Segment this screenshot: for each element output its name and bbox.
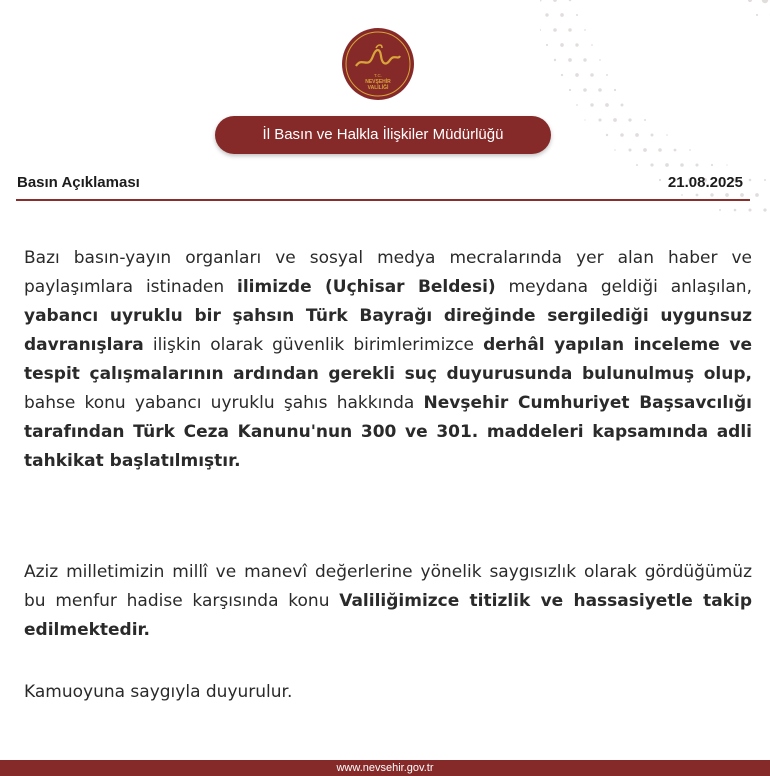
paragraph-2: Aziz milletimizin millî ve manevî değerlerine yönelik saygısızlık olarak gördüğümüz bu menfur hadise karşısında konu Valiliğimizce titizlik ve hassasiyetle takip edilmektedir. (24, 562, 752, 640)
nevsehir-valiligi-logo (340, 26, 416, 102)
footer-website: www.nevsehir.gov.tr (0, 760, 770, 776)
closing-statement: Kamuoyuna saygıyla duyurulur. (24, 682, 293, 702)
svg-text:T.C.: T.C. (373, 73, 383, 78)
header-divider (16, 199, 750, 201)
svg-text:VALİLİĞİ: VALİLİĞİ (367, 85, 389, 91)
document-type-label: Basın Açıklaması (17, 174, 140, 191)
department-banner: İl Basın ve Halkla İlişkiler Müdürlüğü (215, 116, 551, 154)
press-release-date: 21.08.2025 (667, 174, 743, 191)
paragraph-1: Bazı basın-yayın organları ve sosyal medya mecralarında yer alan haber ve paylaşımlara istinaden ilimizde (Uçhisar Beldesi) meydana geldiği anlaşılan, yabancı uyruklu bir şahsın Türk Bayrağı direğinde sergilediği uygunsuz davranışlara ilişkin olarak güvenlik birimlerimizce derhâl yapılan inceleme ve tespit çalışmalarının ardından gerekli suç duyurusunda bulunulmuş olup, bahse konu yabancı uyruklu şahıs hakkında Nevşehir Cumhuriyet Başsavcılığı tarafından Türk Ceza Kanunu'nun 300 ve 301. maddeleri kapsamında adli tahkikat başlatılmıştır. (24, 248, 752, 471)
svg-text:NEVŞEHİR: NEVŞEHİR (365, 79, 391, 85)
